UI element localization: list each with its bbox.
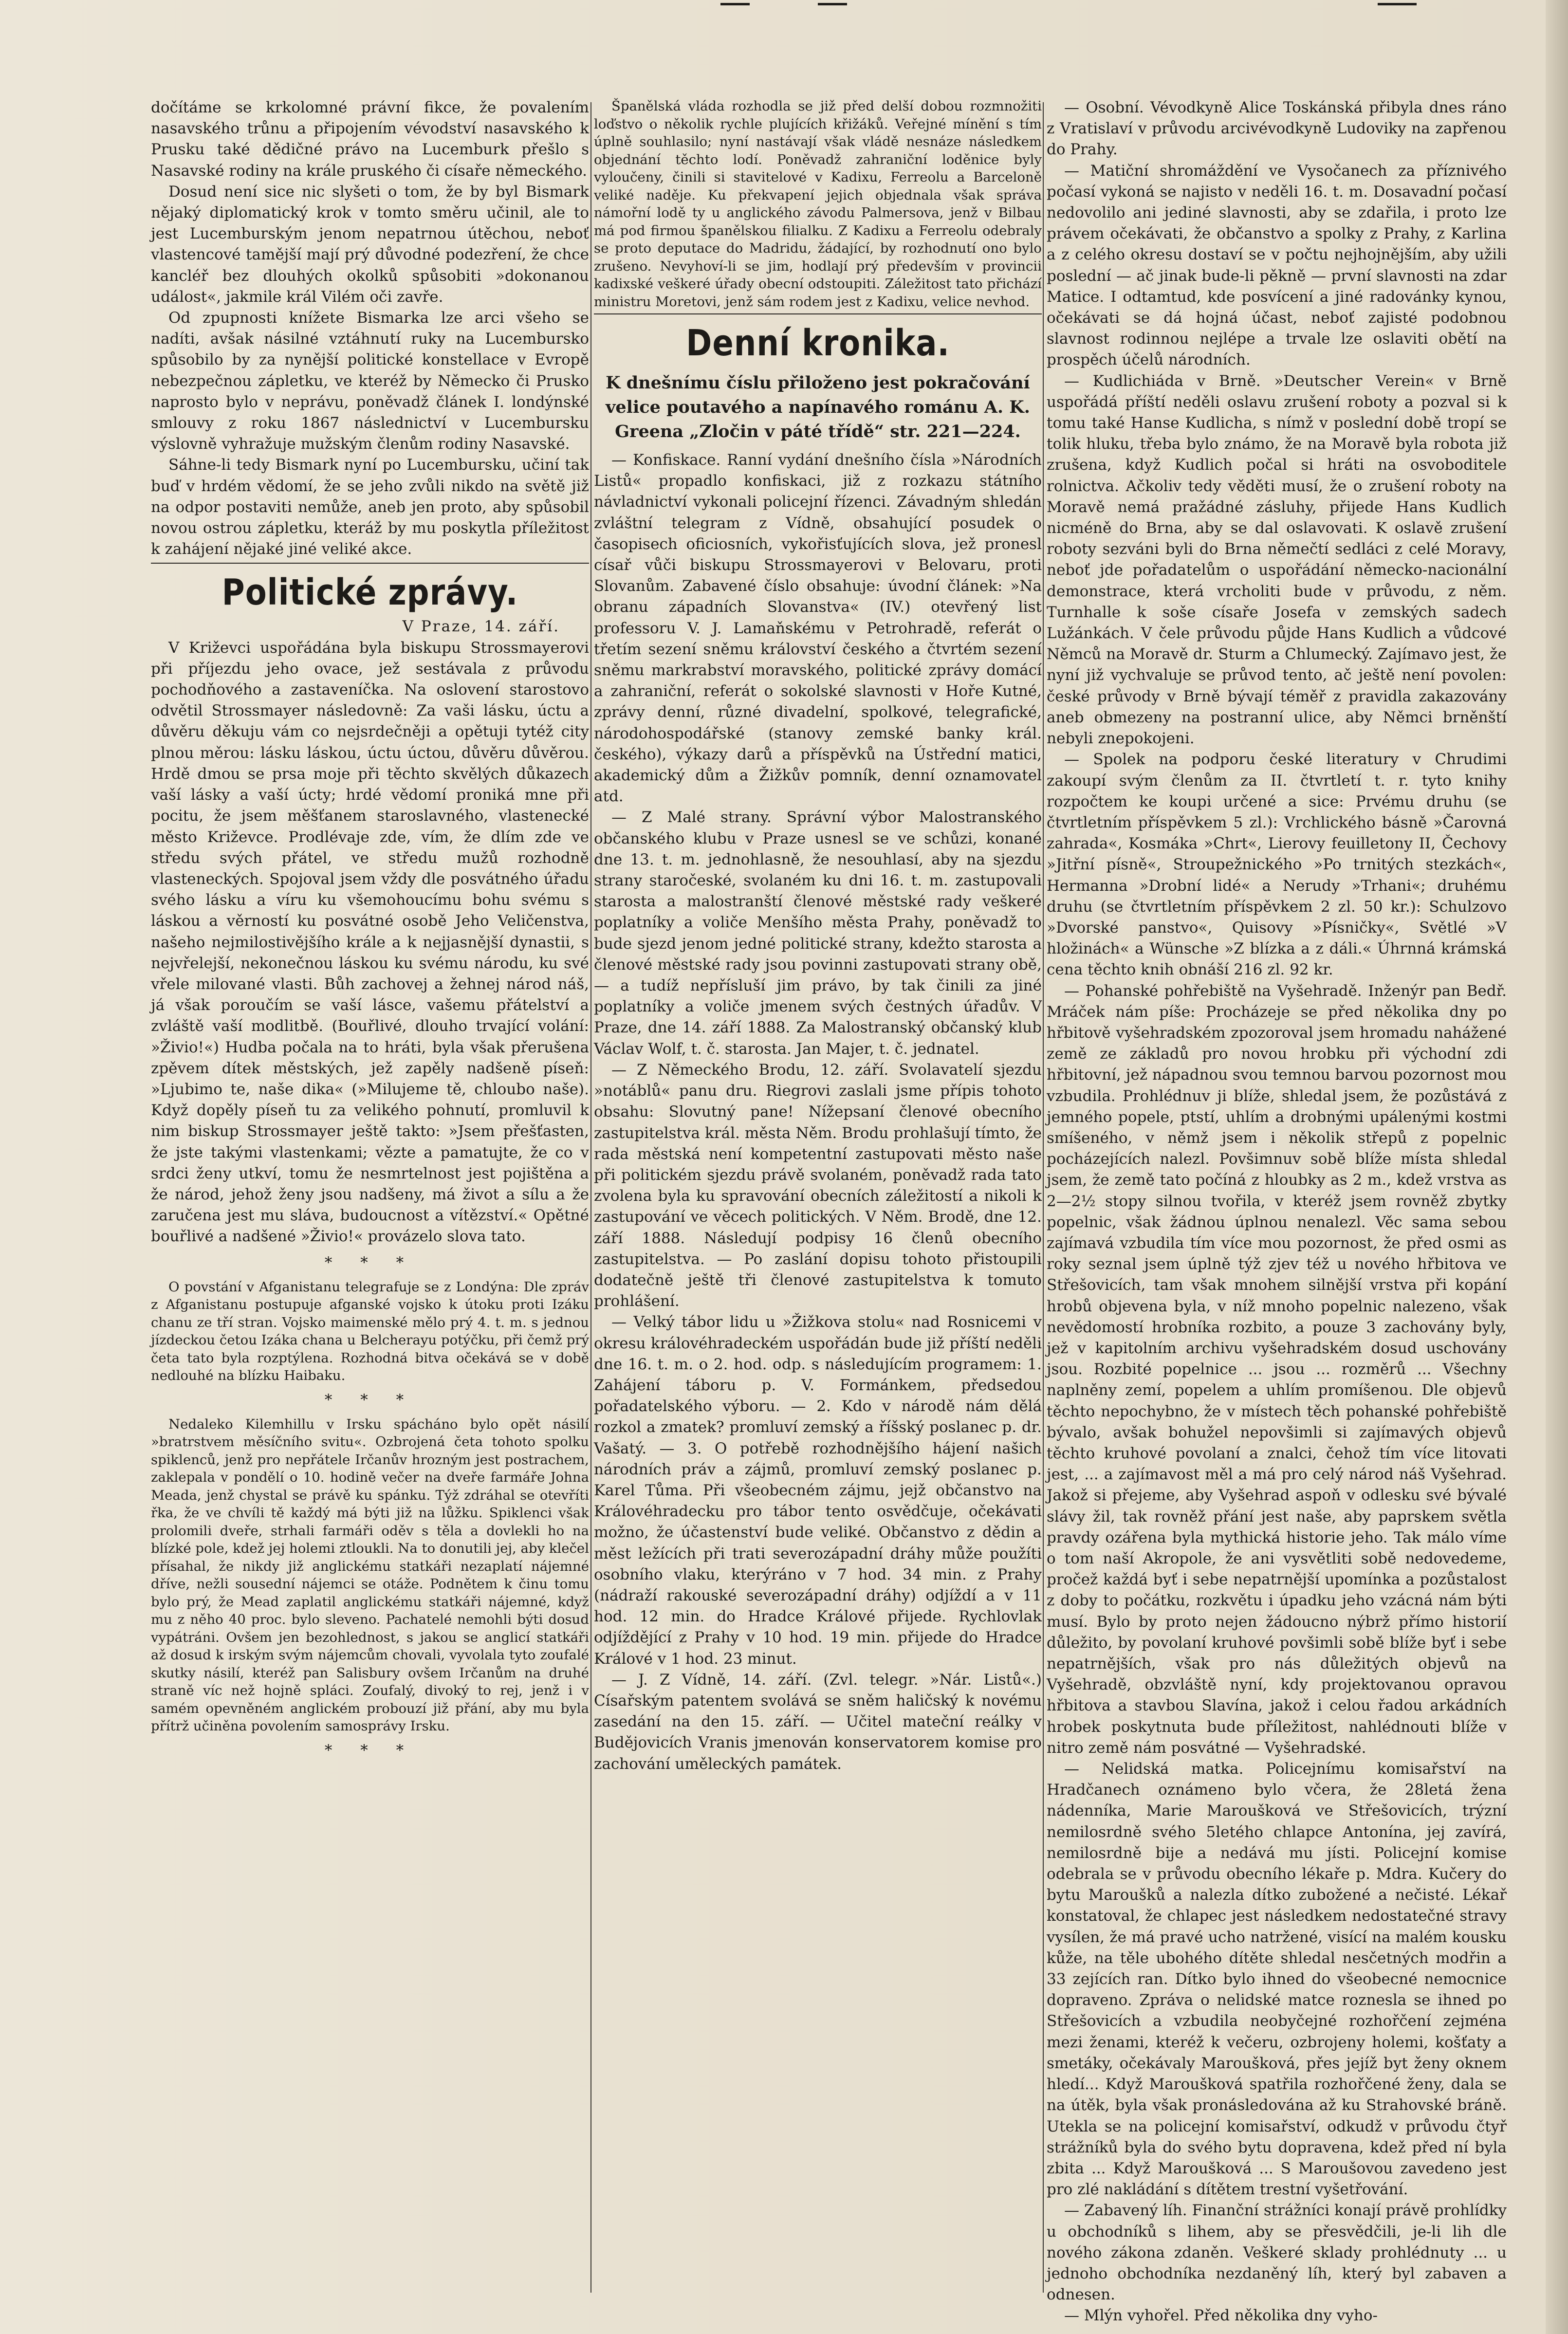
article-text: — Z Německého Brodu, 12. září. Svolavatelí sjezdu »notáblů« panu dru. Riegrovi zaslali jsme přípis tohoto obsahu: Slovutný pane! Nížepsaní členové obecního zastupitelstva král. města Něm. Brodu prohlašují tímto, že rada městská není kompetentní zastupovati město naše při politickém sjezdu právě svolaném, poněvadž rada tato zvolena byla ku spravování obecních záležitostí a nikoli k zastupování ve věcech politických. V Něm. Brodě, dne 12. září 1888. Následují podpisy 16 členů obecního zastupitelstva. — Po zaslání dopisu tohoto přistoupili dodatečně ještě tři členové zastupitelstva k tomuto prohlášení.: [594, 1061, 1042, 1310]
article-text: Sáhne-li tedy Bismark nyní po Lucembursku, učiní tak buď v hrdém vědomí, že se jeho zvůli nikdo na světě již na odpor postaviti nemůže, aneb jen proto, aby spůsobil novou ostrou zápletku, kteráž by mu poskytla příležitost k zahájení nějaké jiné veliké akce.: [151, 456, 589, 558]
article-text: V Križevci uspořádána byla biskupu Strossmayerovi při příjezdu jeho ovace, jež sestávala z průvodu pochodňového a zastaveníčka. Na oslovení starostovo odvětil Strossmayer následovně: Za vaši lásku, úctu a důvěru děkuju vám co nejsrdečněji a opětuji tytéž city plnou měrou: lásku láskou, úctu úctou, důvěru důvěrou. Hrdě dmou se prsa moje při těchto skvělých důkazech vaší lásky a vaší úcty; hrdé vědomí proniká mne při pocitu, že jsem měšťanem staroslavného, vlastenecké město Križevce. Prodlévaje zde, vím, že dlím zde ve středu svých přátel, ve středu mužů rozhodně vlasteneckých. Spojoval jsem vždy dle posvátného úřadu svého lásku a víru ku všemohoucímu bohu svému s láskou a věrností ku posvátné osobě Jeho Veličenstva, našeho nejmilostivějšího krále a k nejjasnější dynastii, s nejvřelejší, nekonečnou láskou ku svému národu, ku své vřele milované vlasti. Bůh zachovej a žehnej národ náš, já však poroučím se vaší lásce, vašemu přátelství a zvláště vaší modlitbě. (Bouřlivé, dlouho trvající volání: »Živio!«) Hudba počala na to hráti, byla však přerušena zpěvem dítek městských, jež zapěly nadšeně píseň: »Ljubimo te, naše dika« (»Milujeme tě, chloubo naše). Když dopěly píseň tu za velikého pohnutí, promluvil k nim biskup Strossmayer ještě takto: »Jsem přešťasten, že jste takými vlastenkami; vězte a pamatujte, že co v srdci ženy utkví, tomu že nesmrtelnost jest pojištěna a že národ, jehož ženy jsou nadšeny, má život a sílu a že zaručena jest mu sláva, budoucnost a vítězství.« Opětné bouřlivé a nadšené »Živio!« provázelo slova tato.: [151, 639, 589, 1246]
column-divider-1: [590, 102, 591, 2293]
dateline: V Praze, 14. září.: [402, 618, 560, 636]
section-heading-denni-kronika: Denní kronika.: [686, 323, 950, 365]
article-text: Španělská vláda rozhodla se již před delší dobou rozmnožiti loďstvo o několik rychle plujících křižáků. Veřejné mínění s tím úplně souhlasilo; nyní nastávají však vládě nesnáze následkem objednání těchto lodí. Poněvadž zahraniční loděnice byly vyloučeny, činili si stavitelové v Kadixu, Ferreolu a Barceloně veliké naděje. Ku překvapení jejich objednala však správa námořní lodě ty u anglického závodu Palmersova, jenž v Bilbau má pod firmou španělskou filialku. Z Kadixu a Ferreolu odebraly se proto deputace do Madridu, žádající, by rozhodnutí ono bylo zrušeno. Nevyhoví-li se jim, hodlají prý především v provincii kadixské veškeré úřady obecní odstoupiti. Záležitost tato přichází ministru Moretovi, jenž sám rodem jest z Kadixu, velice nevhod.: [594, 98, 1042, 310]
separator-stars: * * *: [324, 1253, 416, 1271]
article-text: — Nelidská matka. Policejnímu komisařství na Hradčanech oznámeno bylo včera, že 28letá žena nádenníka, Marie Maroušková ve Střešovicích, trýzní nemilosrdně svého 5letého chlapce Antonína, jej zavírá, nemilosrdně bije a nedává mu jísti. Policejní komise odebrala se v průvodu obecního lékaře p. Mdra. Kučery do bytu Maroušků a nalezla dítko zubožené a nečisté. Lékař konstatoval, že chlapec jest následkem nedostatečné stravy vysílen, že má pravé ucho natržené, visící na malém kousku kůže, na těle ubohého dítěte shledal nesčetných modřin a 33 zejících ran. Dítko bylo ihned do všeobecné nemocnice dopraveno. Zpráva o nelidské matce roznesla se ihned po Střešovicích a vzbudila neobyčejné rozhořčení zejména mezi ženami, kteréž k večeru, ozbrojeny holemi, košťaty a smetáky, očekávaly Maroušková, přes jejíž byt ženy oknem hledí... Když Maroušková spatřila rozhořčené ženy, dala se na útěk, byla však pronásledována až ku Strahovské bráně. Utekla se na policejní komisařství, odkudž v průvodu čtyř strážníků byla do svého bytu dopravena, kdež před ní byla zbita ... Když Maroušková ... S Maroušovou zavedeno jest pro zlé nakládání s dítětem trestní vyšetřování.: [1047, 1760, 1507, 2199]
article-text: — Zabavený líh. Finanční strážníci konají právě prohlídky u obchodníků s lihem, aby se přesvědčili, je-li lih dle nového zákona zdaněn. Veškeré sklady prohlédnuty ... u jednoho obchodníka nezdaněný líh, který byl zabaven a odnesen.: [1047, 2202, 1507, 2304]
separator-stars: * * *: [324, 1391, 416, 1409]
article-text: — Konfiskace. Ranní vydání dnešního čísla »Národních Listů« propadlo konfiskaci, již z rozkazu státního návladnictví vykonali policejní řízenci. Závadným shledán zvláštní telegram z Vídně, obsahující posudek o časopisech oficiosních, vykořisťujících slova, jež pronesl císař vůči biskupu Strossmayerovi v Belovaru, proti Slovanům. Zabavené číslo obsahuje: úvodní článek: »Na obranu západních Slovanstva« (IV.) otevřený list professoru V. J. Lamaňskému v Petrohradě, referát o třetím sezení sněmu království českého a čtvrtém sezení sněmu markrabství moravského, politické zprávy domácí a zahraniční, referát o sokolské slavnosti v Hoře Kutné, zprávy denní, různé divadelní, spolkové, telegrafické, národohospodářské (stanovy zemské banky král. českého), výkazy darů a příspěvků na Ústřední matici, akademický dům a Žižkův pomník, denní oznamovatel atd.: [594, 451, 1042, 806]
article-text: — Osobní. Vévodkyně Alice Toskánská přibyla dnes ráno z Vratislaví v průvodu arcivévodkyně Ludoviky na zapřenou do Prahy.: [1047, 99, 1507, 159]
article-text: — Matiční shromáždění ve Vysočanech za příznivého počasí vykoná se najisto v neděli 16. t. m. Dosavadní počasí nedovolilo ani jediné slavnosti, aby se zdařila, i proto lze právem očekávati, že občanstvo a spolky z Prahy, z Karlina a z celého okresu dostaví se v počtu nejhojnějším, aby užili poslední — ač jinak bude-li pěkně — první slavnosti na zdar Matice. I odtamtud, kde posvícení a jiné radovánky kynou, očekávati se dá hojná účast, neboť zajisté podobnou slavnost rodinnou nejlépe a trvale lze oslaviti obětí na prospěch účelů národních.: [1047, 162, 1507, 369]
column-divider-2: [1043, 102, 1044, 2293]
column-3: [1047, 97, 1507, 2325]
article-text: O povstání v Afganistanu telegrafuje se z Londýna: Dle zpráv z Afganistanu postupuje afganské vojsko k útoku proti Izáku chanu ze tří stran. Vojsko maimenské mělo prý 4. t. m. s jednou jízdeckou četou Izáka chana u Belcherayu potýčku, při čemž prý četa tato byla rozptýlena. Rozhodná bitva očekává se v době nedlouhé na blízku Haibaku.: [151, 1279, 589, 1384]
article-text: — J. Z Vídně, 14. září. (Zvl. telegr. »Nár. Listů«.) Císařským patentem svolává se sněm haličský k novému zasedání na den 15. září. — Učitel mateční reálky v Budějovicích Vranis jmenován konservatorem komise pro zachování uměleckých památek.: [594, 1671, 1042, 1773]
article-text: — Pohanské pohřebiště na Vyšehradě. Inženýr pan Bedř. Mráček nám píše: Procházeje se před několika dny po hřbitově vyšehradském zpozoroval jsem hromadu nahážené země ze základů pro novou hrobku při východní zdi hřbitovní, jež nápadnou svou temnou barvou pozornost mou vzbudila. Prohlédnuv ji blíže, shledal jsem, že pozůstává z jemného popele, ptstí, uhlím a drobnými upálenými kostmi smíšeného, v němž jsem i několik střepů z popelnic pocházejících nalezl. Povšimnuv sobě blíže místa shledal jsem, že země tato počíná z hloubky as 2 m., kdež vrstva as 2—2½ stopy silnou tvořila, v kteréž jsem rovněž zbytky popelnic, však žádnou úplnou nenalezl. Věc sama sebou zajímavá vzbudila tím více mou pozornost, že před osmi as roky seznal jsem úplně týž zjev též u nového hřbitova ve Střešovicích, tam však mnohem silnější vrstva při kopání hrobů objevena byla, v níž mnoho popelnic nalezeno, však nevědomostí hrobníka rozbito, a pouze 3 zachovány byly, jež v kapitolním archivu vyšehradském dosud uschovány jsou. Rozbité popelnice ... jsou ... rozměrů ... Všechny naplněny zemí, popelem a uhlím promíšenou. Dle objevů těchto nepochybno, že v místech těch pohanské pohřebiště bývalo, avšak bohužel nepovšimli si zajímavých objevů těchto kruhové povolaní a znalci, čehož tím více litovati jest, ... a zajímavost měl a má pro celý národ náš Vyšehrad. Jakož si přejeme, aby Vyšehrad aspoň v odlesku své bývalé slávy žil, tak rovněž přání jest naše, aby paprskem světla pravdy ozářena byla mythická historie jeho. Tak málo víme o tom naší Akropole, že ani vysvětliti sobě nedovedeme, pročež každá byť i sebe nepatrnější upomínka a pozůstalost z doby to počátku, rozkvětu i úpadku jeho vzácná nám býti musí. Bylo by proto nejen žádoucno nýbrž přímo historií důležito, by povolaní kruhové povšimli sobě blíže byť i sebe nepatrnějších, však pro nás důležitých objevů na Vyšehradě, obzvláště nyní, kdy projektovanou opravou hřbitova a stavbou Slavína, jakož i celou řadou arkádních hrobek poskytnuta bude příležitost, nahlédnouti blíže v nitro země nám posvátné — Vyšehradské.: [1047, 982, 1507, 1757]
article-text: — Mlýn vyhořel. Před několika dny vyho-: [1064, 2307, 1378, 2325]
page-edge-shadow: [1546, 0, 1568, 2334]
top-rule: [0, 3, 1568, 6]
article-text: dočítáme se krkolomné právní fikce, že povalením nasavského trůnu a připojením vévodství nasavského k Prusku také dědičné právo na Lucemburk přešlo s Nasavské rodiny na krále pruského či císaře německého.: [151, 99, 589, 180]
article-text: — Z Malé strany. Správní výbor Malostranského občanského klubu v Praze usnesl se ve schůzi, konané dne 13. t. m. jednohlasně, že nesouhlasí, aby na sjezdu strany staročeské, svolaném ku dni 16. t. m. zastupovali starosta a malostranští členové městské rady veškeré poplatníky a voliče Menšího města Prahy, poněvadž to bude sjezd jenom jedné politické strany, kdežto starosta a členové městské rady jsou povinni zastupovati strany obě, — a tudíž nepřísluší jim právo, by tak činili za jiné poplatníky a voliče jmenem svých čestných úřadův. V Praze, dne 14. září 1888. Za Malostranský občanský klub Václav Wolf, t. č. starosta. Jan Majer, t. č. jednatel.: [594, 809, 1042, 1058]
article-text: Od zpupnosti knížete Bismarka lze arci všeho se nadíti, avšak násilné vztáhnutí ruky na Lucembursko spůsobilo by za nynější politické konstellace v Evropě nebezpečnou zápletku, ve kteréž by Německo či Prusko naprosto bylo v neprávu, poněvadž článek I. londýnské smlouvy z roku 1867 následnictví v Lucembursku výslovně vyhražuje mužským členům rodiny Nasavské.: [151, 309, 589, 453]
section-heading-politicke-zpravy: Politické zprávy.: [221, 572, 518, 614]
section-divider: [594, 313, 1042, 314]
article-text: — Kudlichiáda v Brně. »Deutscher Verein« v Brně uspořádá příští neděli oslavu zrušení roboty a pozval si k tomu také Hanse Kudlicha, s nímž v poslední době tropí se tolik hluku, třeba bylo známo, že na Moravě byla robota již zrušena, když Kudlich počal si hráti na osvoboditele rolnictva. Ačkoliv tedy věděti musí, že o zrušení roboty na Moravě nemá pražádné zásluhy, přijede Hans Kudlich nicméně do Brna, aby se dal oslavovati. K oslavě zrušení roboty sezváni byli do Brna němečtí sedláci z celé Moravy, neboť jde pořadatelům o uspořádání německo-nacionální demonstrace, která vrcholiti bude v průvodu, z něm. Turnhalle k soše císaře Josefa v zemských sadech Lužánkách. V čele průvodu půjde Hans Kudlich a vůdcové Němců na Moravě dr. Sturm a Chlumecký. Zajímavo jest, že nyní již vychvaluje se průvod tento, ač ještě není povolen: české průvody v Brně bývají téměř z pravidla zakazovány aneb obmezeny na postranní ulice, aby Němci brněnští nebyli znepokojeni.: [1047, 372, 1507, 748]
article-text: Dosud není sice nic slyšeti o tom, že by byl Bismark nějaký diplomatický krok v tomto směru učinil, ale to jest Lucemburským jenom nepatrnou útěchou, neboť vlastencové tamější mají prý důvodné podezření, že chce kancléř bez dlouhých okolků spůsobiti »dokonanou událost«, jakmile král Vilém oči zavře.: [151, 183, 589, 306]
article-text: Nedaleko Kilemhillu v Irsku spácháno bylo opět násilí »bratrstvem měsíčního svitu«. Ozbrojená četa tohoto spolku spiklenců, jenž pro nepřátele Irčanův hrozným jest postrachem, zaklepala v pondělí o 10. hodině večer na dveře farmáře Johna Meada, jenž chystal se právě ku spánku. Týž zdráhal se otevříti řka, že ve chvíli tě každý má býti již na lůžku. Spiklenci však prolomili dveře, strhali farmáři oděv s těla a dovlekli ho na blízké pole, kdež jej holemi ztloukli. Na to donutili jej, aby klečel přísahal, že nikdy již anglickému statkáři nezaplatí nájemné dříve, nežli sousední nájemci se otáže. Podnětem k činu tomu bylo prý, že Mead zaplatil anglickému statkáři nájemné, když mu z něho 40 proc. bylo sleveno. Pachatelé nemohli býti dosud vypátráni. Ovšem jen bezohlednost, s jakou se anglicí statkáři až dosud k irským svým nájemcům chovali, vyvolala tyto zoufalé skutky násilí, kteréž pan Salisbury ovšem Irčanům na druhé straně víc než hojně spláci. Zoufalý, divoký to rej, jenž i v samém opevněném anglickém probouzí již přání, aby mu byla přítrž učiněna povolením samosprávy Irsku.: [151, 1416, 589, 1734]
column-1: [151, 97, 589, 2297]
separator-stars: * * *: [324, 1741, 416, 1759]
article-text: — Spolek na podporu české literatury v Chrudimi zakoupí svým členům za II. čtvrtletí t. r. tyto knihy rozpočtem ke koupi určené a sice: Prvému druhu (se čtvrtletním příspěvkem 5 zl.): Vrchlického básně »Čarovná zahrada«, Kosmáka »Chrt«, Lierovy feuilletony II, Čechovy »Jitřní písně«, Stroupežnického »Po trnitých stezkách«, Hermanna »Drobní lidé« a Nerudy »Trhani«; druhému druhu (se čtvrtletním příspěvkem 2 zl. 50 kr.): Schulzovo »Dvorské panstvo«, Quisovy »Písničky«, Světlé »V hložinách« a Wünsche »Z blízka a z dáli.« Úhrnná krámská cena těchto knih obnáší 216 zl. 92 kr.: [1047, 751, 1507, 979]
column-2: [594, 97, 1042, 2297]
article-text: — Velký tábor lidu u »Žižkova stolu« nad Rosnicemi v okresu královéhradeckém uspořádán bude již příští neděli dne 16. t. m. o 2. hod. odp. s následujícím programem: 1. Zahájení táboru p. V. Formánkem, předsedou pořadatelského výboru. — 2. Kdo v národě nám dělá rozkol a zmatek? promluví zemský a říšský poslanec p. dr. Vašatý. — 3. O potřebě rozhodnějšího hájení našich národních práv a zájmů, promluví zemský poslanec p. Karel Tůma. Při všeobecném zájmu, jejž občanstvo na Královéhradecku pro tábor tento osvědčuje, očekávati možno, že účastenství bude veliké. Občanstvo z dědin a měst ležících při trati severozápadní dráhy může použíti osobního vlaku, kterýráno v 7 hod. 34 min. z Prahy (nádraží rakouské severozápadní dráhy) odjíždí a v 11 hod. 12 min. do Hradce Králové přijede. Rychlovlak odjíždějící z Prahy v 10 hod. 19 min. přijede do Hradce Králové v 1 hod. 23 minut.: [594, 1313, 1042, 1668]
supplement-notice: K dnešnímu číslu přiloženo jest pokračování velice poutavého a napínavého románu A. K. Greena „Zločin v páté třídě“ str. 221—224.: [606, 373, 1030, 441]
section-divider: [151, 563, 589, 564]
